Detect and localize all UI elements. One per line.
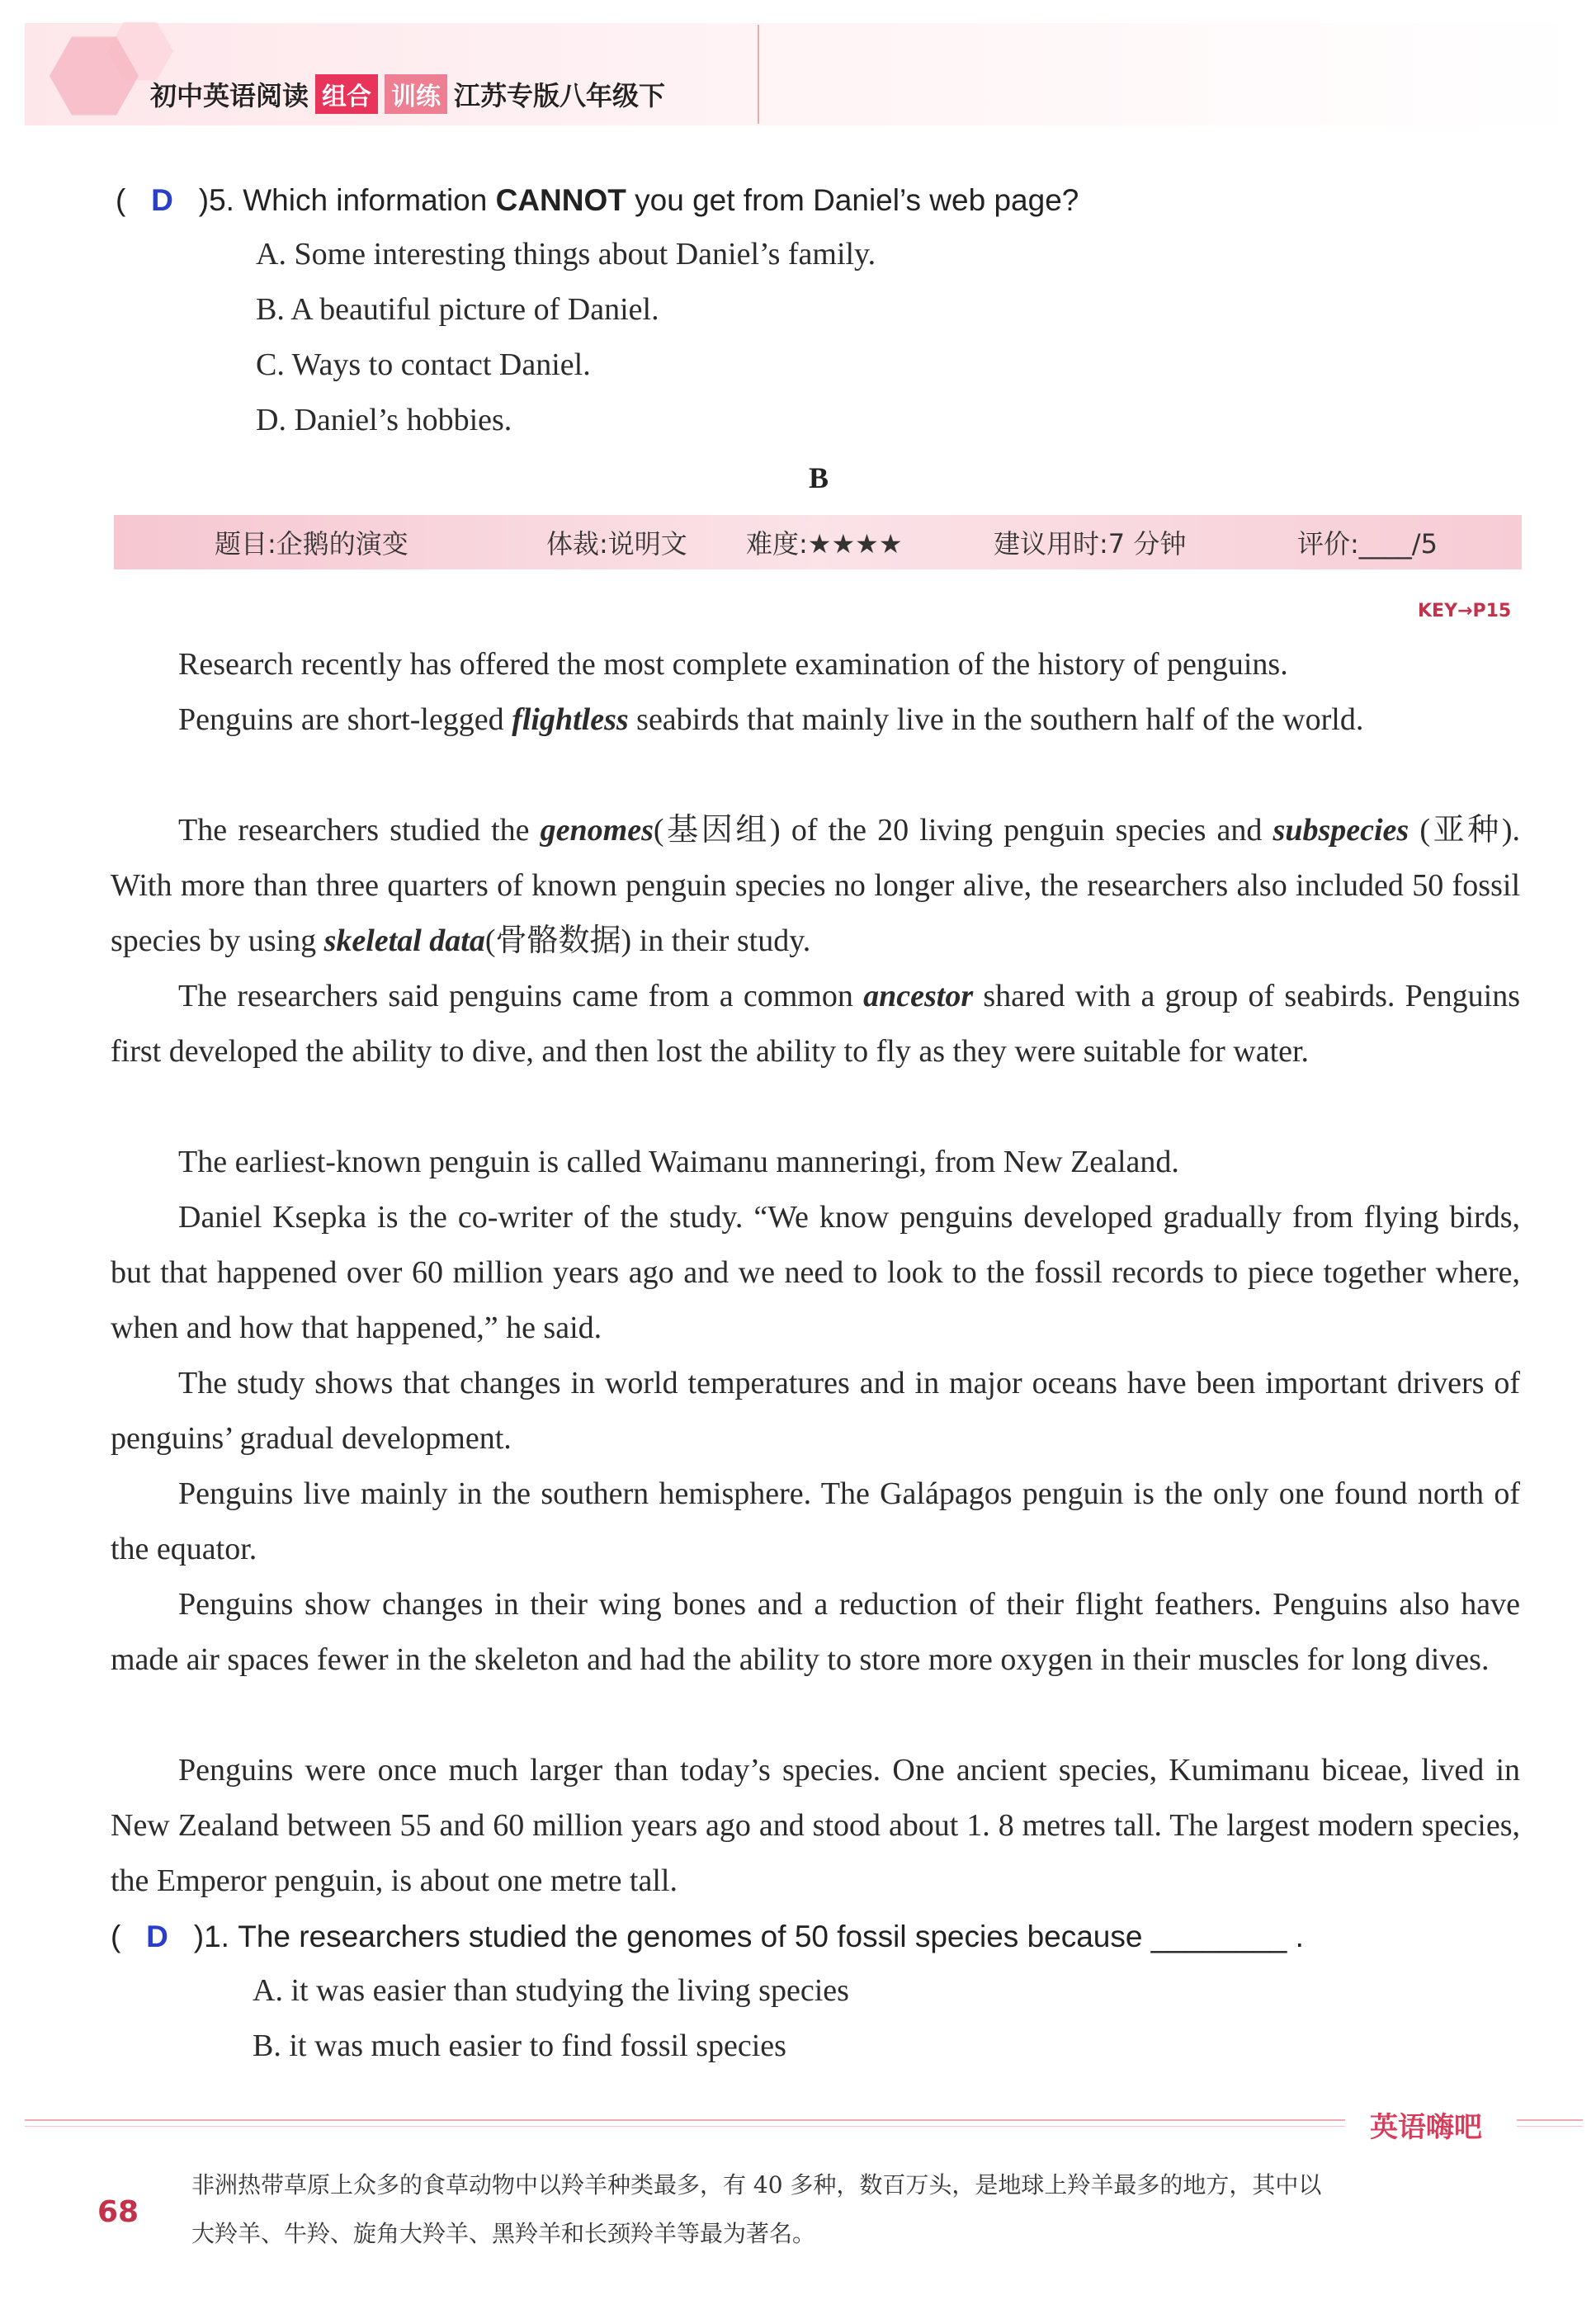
info-genre: 体裁:说明文: [546, 528, 687, 560]
paragraph-10: Penguins were once much larger than today’s species. One ancient species, Kumimanu biceae, lived in New Zealand between 55 and 60 million years ago and stood about 1. 8 metres tall. The largest modern species, the Emperor penguin, is about one metre tall.: [111, 1753, 1520, 1898]
answer-mark: D: [151, 183, 173, 217]
paren-open: (: [111, 1920, 121, 1953]
question-1: [111, 1920, 1304, 1954]
keyword-subspecies: subspecies: [1273, 813, 1409, 848]
question-text: The researchers studied the genomes of 50 fossil species because ________ .: [238, 1920, 1304, 1953]
paragraph-7: The study shows that changes in world temperatures and in major oceans have been important drivers of penguins’ gradual development.: [111, 1366, 1520, 1456]
paragraph-4: [111, 969, 1520, 1079]
keyword-genomes: genomes: [540, 813, 654, 848]
footer-divider-thin: [25, 2126, 1345, 2127]
paragraph-1: Research recently has offered the most complete examination of the history of penguins.: [178, 647, 1288, 682]
question-emphasis: CANNOT: [495, 183, 626, 217]
p3-text-e: (亚种). With more than three quarters of known penguin species no longer alive, the researchers also included 50 fossil species by using: [111, 813, 1521, 958]
paragraph-8: Penguins live mainly in the southern hemisphere. The Galápagos penguin is the only one found north of the equator.: [111, 1476, 1520, 1566]
paragraph-9: Penguins show changes in their wing bones and a reduction of their flight feathers. Penguins also have made air spaces fewer in the skeleton and had the ability to store more oxygen in their muscles for long dives.: [111, 1587, 1520, 1677]
footer-note-line-2: 大羚羊、牛羚、旋角大羚羊、黑羚羊和长颈羚羊等最为著名。: [191, 2220, 816, 2247]
tag-training: 训练: [385, 74, 447, 114]
paragraph-6: Daniel Ksepka is the co-writer of the study. “We know penguins developed gradually from flying birds, but that happened over 60 million years ago and we need to look to the fossil records to piece together where, when and how that happened,” he said.: [111, 1200, 1520, 1345]
info-difficulty: 难度:★★★★: [746, 528, 903, 560]
footer-divider-right-thin: [1517, 2126, 1583, 2127]
p3-text-a: The researchers studied the: [178, 813, 530, 848]
paren-open: (: [116, 183, 126, 217]
option-a: A. Some interesting things about Daniel’s family.: [256, 237, 876, 272]
p3-text-c: (基因组) of the 20 living penguin species and: [653, 813, 1263, 848]
footer-note-line-1: 非洲热带草原上众多的食草动物中以羚羊种类最多，有 40 多种，数百万头，是地球上羚羊最多的地方，其中以: [191, 2171, 1322, 2198]
question-text: Which information: [243, 183, 488, 217]
paragraph-5: The earliest-known penguin is called Waimanu manneringi, from New Zealand.: [178, 1145, 1179, 1179]
p2-text-c: seabirds that mainly live in the southern half of the world.: [636, 702, 1364, 737]
q1-option-a: A. it was easier than studying the living species: [253, 1973, 849, 2008]
footer-brand: 英语嗨吧: [1370, 2111, 1482, 2144]
option-c: C. Ways to contact Daniel.: [256, 347, 591, 382]
book-edition: 江苏专版八年级下: [454, 80, 666, 111]
page-number: 68: [97, 2195, 139, 2229]
tag-combo: 组合: [315, 74, 378, 114]
question-5: [116, 183, 1079, 218]
question-number: )1.: [193, 1920, 229, 1953]
question-number: )5.: [198, 183, 234, 217]
question-text-end: you get from Daniel’s web page?: [635, 183, 1079, 217]
footer-divider: [25, 2119, 1345, 2121]
p4-text-c: shared with a group of seabirds. Penguins first developed the ability to dive, and then lost the ability to fly as they were suitable for water.: [111, 979, 1521, 1069]
answer-mark: D: [146, 1920, 168, 1953]
paragraph-2: [111, 692, 1520, 748]
keyword-skeletal-data: skeletal data: [323, 923, 485, 958]
p2-text-a: Penguins are short-legged: [178, 702, 504, 737]
option-d: D. Daniel’s hobbies.: [256, 403, 512, 437]
footer-divider-right: [1517, 2119, 1583, 2121]
info-time: 建议用时:7 分钟: [994, 528, 1187, 560]
info-topic: 题目:企鹅的演变: [215, 528, 408, 560]
option-b: B. A beautiful picture of Daniel.: [256, 292, 659, 327]
keyword-ancestor: ancestor: [863, 979, 974, 1013]
info-rating: 评价:____/5: [1297, 528, 1438, 560]
p4-text-a: The researchers said penguins came from a common: [178, 979, 853, 1013]
book-series: 初中英语阅读: [150, 80, 309, 111]
section-label: B: [809, 461, 829, 494]
header-divider: [758, 25, 759, 124]
paragraph-3: [111, 803, 1520, 969]
book-title: [150, 74, 665, 114]
q1-option-b: B. it was much easier to find fossil species: [253, 2028, 786, 2063]
p3-text-g: (骨骼数据) in their study.: [484, 923, 811, 958]
key-reference: KEY→P15: [1418, 601, 1512, 621]
keyword-flightless: flightless: [512, 702, 629, 737]
